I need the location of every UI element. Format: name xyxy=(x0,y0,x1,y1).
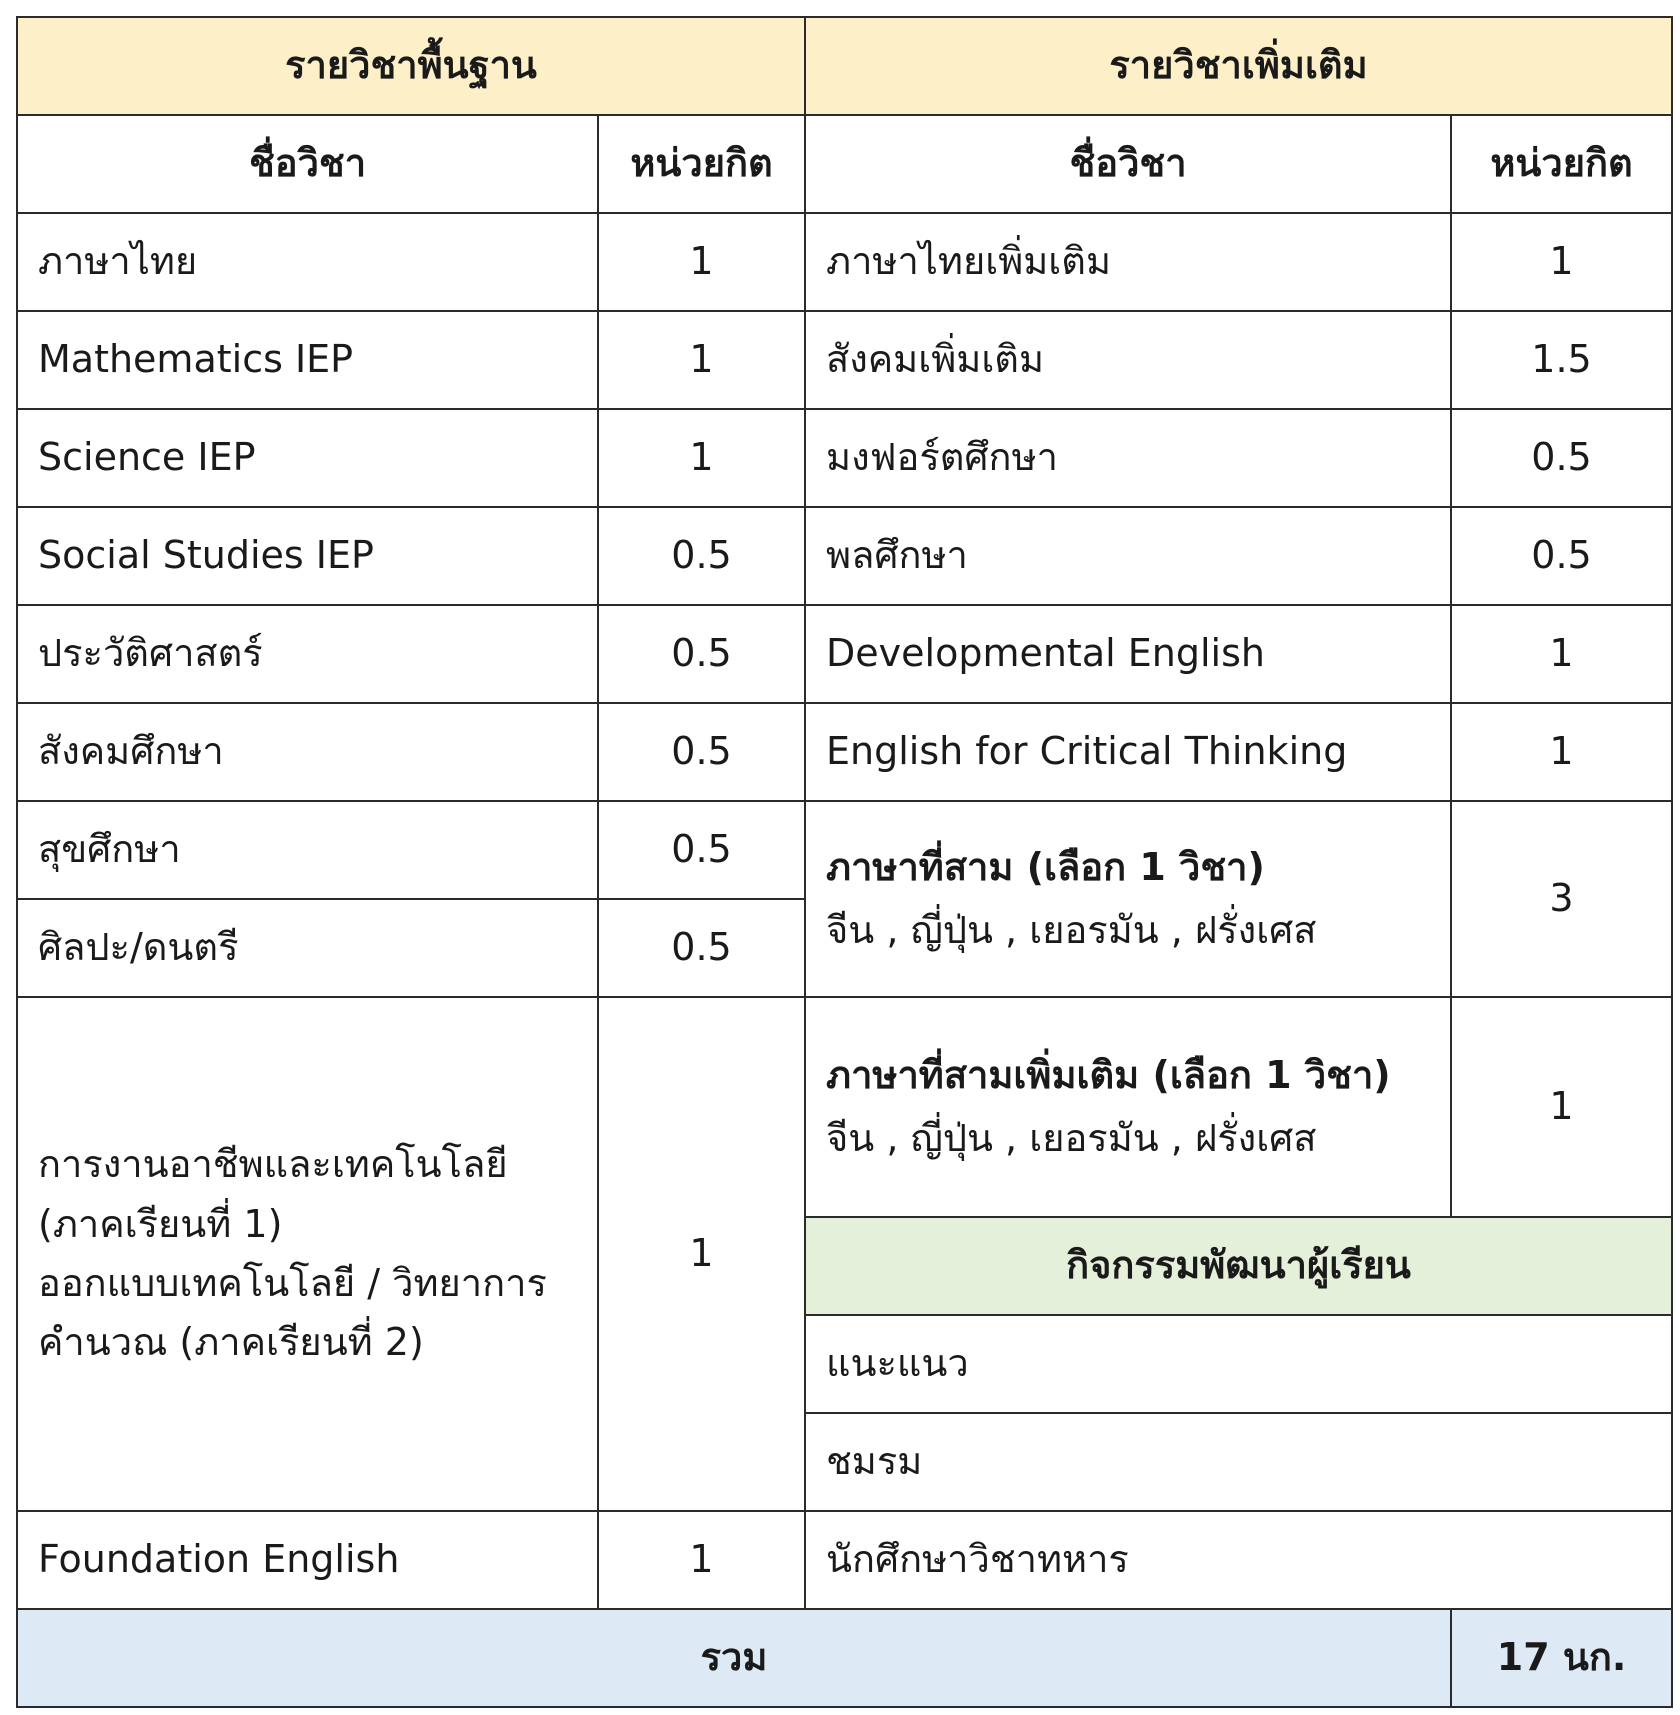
core-subject-credits: 0.5 xyxy=(598,899,805,997)
third-language-credits: 3 xyxy=(1451,801,1672,997)
third-language-extra-title: ภาษาที่สามเพิ่มเติม (เลือก 1 วิชา) xyxy=(826,1052,1391,1097)
table-row xyxy=(17,997,1672,1217)
total-label: รวม xyxy=(17,1609,1451,1707)
additional-subject-name: English for Critical Thinking xyxy=(805,703,1451,801)
core-subject-credits: 0.5 xyxy=(598,605,805,703)
third-language-title: ภาษาที่สาม (เลือก 1 วิชา) xyxy=(826,844,1265,889)
core-group-header: รายวิชาพื้นฐาน xyxy=(17,17,805,115)
activity-item: นักศึกษาวิชาทหาร xyxy=(805,1511,1672,1609)
additional-subject-name: สังคมเพิ่มเติม xyxy=(805,311,1451,409)
core-subject-credits: 1 xyxy=(598,1511,805,1609)
core-subject-name: Social Studies IEP xyxy=(17,507,598,605)
core-subject-name: Mathematics IEP xyxy=(17,311,598,409)
core-subject-col-header: ชื่อวิชา xyxy=(17,115,598,213)
core-subject-name: Foundation English xyxy=(17,1511,598,1609)
table-row xyxy=(17,507,1672,605)
table-row xyxy=(17,311,1672,409)
table-row xyxy=(17,1511,1672,1609)
activity-item: ชมรม xyxy=(805,1413,1672,1511)
additional-subject-name: มงฟอร์ตศึกษา xyxy=(805,409,1451,507)
additional-group-header: รายวิชาเพิ่มเติม xyxy=(805,17,1672,115)
core-subject-name: สังคมศึกษา xyxy=(17,703,598,801)
additional-subject-credits: 1 xyxy=(1451,213,1672,311)
additional-credit-col-header: หน่วยกิต xyxy=(1451,115,1672,213)
curriculum-table xyxy=(16,16,1673,1708)
career-technology-cell xyxy=(17,997,598,1511)
third-language-cell xyxy=(805,801,1451,997)
additional-subject-name: ภาษาไทยเพิ่มเติม xyxy=(805,213,1451,311)
third-language-extra-options: จีน , ญี่ปุ่น , เยอรมัน , ฝรั่งเศส xyxy=(826,1116,1317,1160)
additional-subject-credits: 1 xyxy=(1451,703,1672,801)
core-subject-credits: 0.5 xyxy=(598,507,805,605)
core-subject-name: Science IEP xyxy=(17,409,598,507)
table-row xyxy=(17,605,1672,703)
additional-subject-name: พลศึกษา xyxy=(805,507,1451,605)
total-value: 17 นก. xyxy=(1451,1609,1672,1707)
core-subject-credits: 1 xyxy=(598,213,805,311)
career-technology-line: ออกแบบเทคโนโลยี / วิทยาการ xyxy=(38,1261,547,1305)
activity-item: แนะแนว xyxy=(805,1315,1672,1413)
table-row xyxy=(17,409,1672,507)
additional-subject-name: Developmental English xyxy=(805,605,1451,703)
career-technology-line: การงานอาชีพและเทคโนโลยี xyxy=(38,1142,508,1187)
column-header-row xyxy=(17,115,1672,213)
core-subject-name: ศิลปะ/ดนตรี xyxy=(17,899,598,997)
additional-subject-credits: 0.5 xyxy=(1451,409,1672,507)
additional-subject-credits: 1.5 xyxy=(1451,311,1672,409)
activity-header: กิจกรรมพัฒนาผู้เรียน xyxy=(805,1217,1672,1315)
core-subject-credits: 1 xyxy=(598,311,805,409)
third-language-options: จีน , ญี่ปุ่น , เยอรมัน , ฝรั่งเศส xyxy=(826,908,1317,952)
core-subject-credits: 1 xyxy=(598,409,805,507)
third-language-extra-cell xyxy=(805,997,1451,1217)
additional-subject-credits: 1 xyxy=(1451,605,1672,703)
table-row xyxy=(17,801,1672,899)
group-header-row xyxy=(17,17,1672,115)
core-subject-credits: 0.5 xyxy=(598,703,805,801)
career-technology-credits: 1 xyxy=(598,997,805,1511)
core-subject-name: ประวัติศาสตร์ xyxy=(17,605,598,703)
third-language-extra-credits: 1 xyxy=(1451,997,1672,1217)
core-subject-name: ภาษาไทย xyxy=(17,213,598,311)
total-row xyxy=(17,1609,1672,1707)
table-row xyxy=(17,213,1672,311)
career-technology-line: (ภาคเรียนที่ 1) xyxy=(38,1201,283,1246)
table-row xyxy=(17,703,1672,801)
career-technology-line: คำนวณ (ภาคเรียนที่ 2) xyxy=(38,1320,424,1365)
additional-subject-credits: 0.5 xyxy=(1451,507,1672,605)
core-subject-name: สุขศึกษา xyxy=(17,801,598,899)
core-credit-col-header: หน่วยกิต xyxy=(598,115,805,213)
additional-subject-col-header: ชื่อวิชา xyxy=(805,115,1451,213)
core-subject-credits: 0.5 xyxy=(598,801,805,899)
